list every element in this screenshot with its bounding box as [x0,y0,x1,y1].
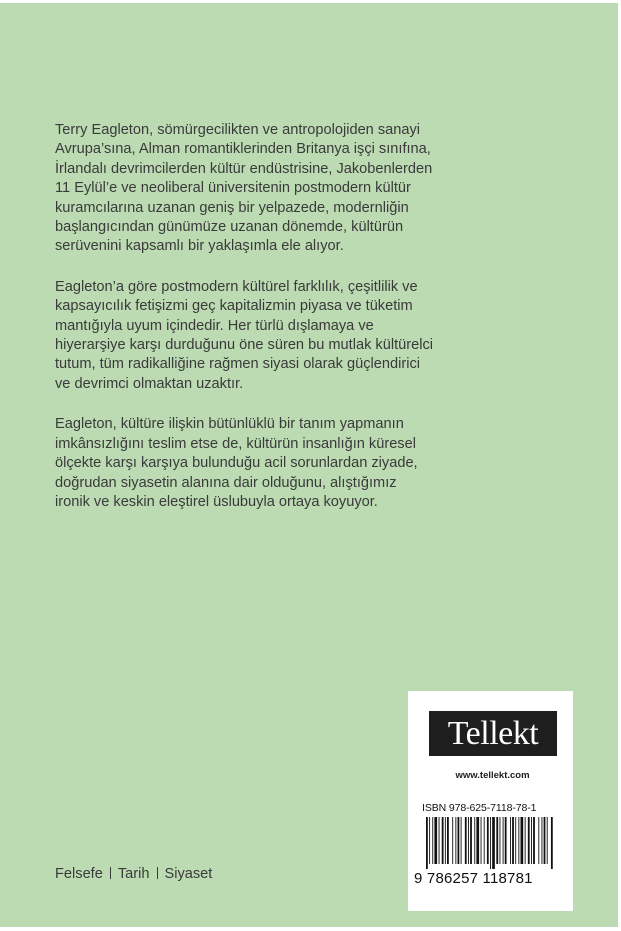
publisher-website: www.tellekt.com [455,770,530,781]
category-separator [157,867,158,879]
blurb-paragraph-1: Terry Eagleton, sömürgecilikten ve antropolojiden sanayi Avrupa’sına, Alman romantiklerinden Britanya işçi sınıfına, İrlandalı devrimcilerden kültür endüstrisine, Jakobenlerden 11 Eylül’e ve neoliberal üniversitenin postmodern kültür kuramcılarına uzanan geniş bir yelpazede, modernliğin başlangıcından günümüze uzanan dönemde, kültürün serüvenini kapsamlı bir yaklaşımla ele alıyor. [55,122,433,255]
category-list [55,866,212,882]
category-politics: Siyaset [164,866,213,882]
barcode-digits: 9 786257 118781 [414,870,533,887]
category-philosophy: Felsefe [55,866,103,882]
publisher-badge [408,691,573,911]
isbn-label: ISBN 978-625-7118-78-1 [422,802,537,814]
publisher-logo [429,711,557,756]
category-history: Tarih [117,866,150,882]
barcode-icon [426,817,556,869]
publisher-logo-text: Tellekt [447,715,539,752]
blurb-paragraph-2: Eagleton’a göre postmodern kültürel farklılık, çeşitlilik ve kapsayıcılık fetişizmi geç kapitalizmin piyasa ve tüketim mantığıyla uyum içindedir. Her türlü dışlamaya ve hiyerarşiye karşı durduğunu öne süren bu mutlak kültürelci tutum, tüm radikalliğine rağmen siyasi olarak güçlendirici ve devrimci olmaktan uzaktır. [55,278,434,392]
back-cover [0,3,618,927]
blurb-paragraph-3: Eagleton, kültüre ilişkin bütünlüklü bir tanım yapmanın imkânsızlığını teslim etse de, kültürün insanlığın küresel ölçekte karşı karşıya bulunduğu acil sorunlardan ziyade, doğrudan siyasetin alanına dair olduğunu, alıştığımız ironik ve keskin eleştirel üslubuyla ortaya koyuyor. [55,416,418,510]
blurb-text [55,121,435,533]
category-separator [110,867,111,879]
